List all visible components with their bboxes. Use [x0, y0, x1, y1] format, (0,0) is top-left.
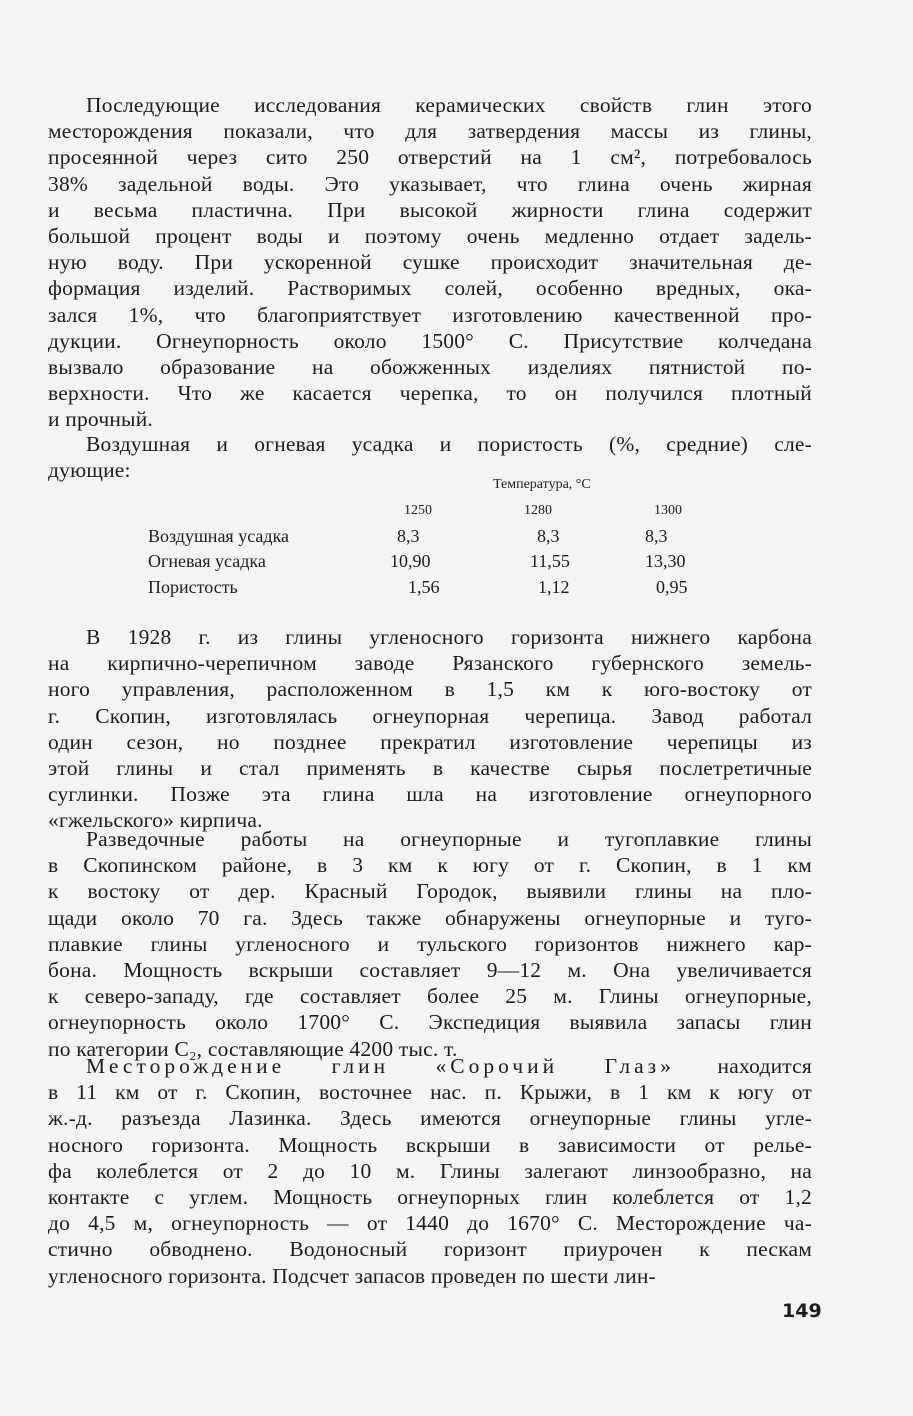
table-col-1280: 1280	[524, 503, 552, 518]
text-line: один сезон, но позднее прекратил изготовление черепицы из	[48, 729, 812, 754]
text-line: Последующие исследования керамических свойств глин этого	[86, 93, 812, 117]
text-line: по категории C₂, составляющие 4200 тыс. т.	[48, 1036, 458, 1061]
table-cell: 13,30	[645, 551, 686, 571]
text-line: верхности. Что же касается черепка, то он получился плотный	[48, 381, 812, 406]
table-col-1250: 1250	[404, 503, 432, 518]
text-line: этой глины и стал применять в качестве сырья послетретичные	[48, 756, 812, 781]
text-line: дукции. Огнеупорность около 1500° С. Присутствие колчедана	[48, 328, 812, 353]
text-line: бона. Мощность вскрыши составляет 9—12 м. Она увеличивается	[48, 958, 812, 983]
text-line: Разведочные работы на огнеупорные и тугоплавкие глины	[86, 827, 812, 851]
table-row-label: Огневая усадка	[148, 551, 266, 571]
text-line: вызвало образование на обожженных изделиях пятнистой по-	[48, 355, 812, 380]
text-line: большой процент воды и поэтому очень медленно отдает задель-	[48, 224, 812, 249]
text-line: просеянной через сито 250 отверстий на 1 см², потребовалось	[48, 145, 812, 170]
table-row-label: Воздушная усадка	[148, 526, 290, 546]
table-cell: 8,3	[397, 526, 420, 546]
text-line: Воздушная и огневая усадка и пористость (%, средние) сле-	[86, 432, 812, 456]
paragraph-4	[48, 826, 812, 1062]
text-line: контакте с углем. Мощность огнеупорных глин колеблется от 1,2	[48, 1185, 812, 1210]
text-line: дующие:	[48, 458, 131, 483]
text-line: на кирпично-черепичном заводе Рязанского губернского земель-	[48, 651, 812, 676]
table-cell: 1,12	[538, 577, 570, 597]
text-line: зался 1%, что благоприятствует изготовлению качественной про-	[48, 302, 812, 327]
text-line: 38% задельной воды. Это указывает, что глина очень жирная	[48, 171, 812, 196]
text-line: и прочный.	[48, 407, 153, 432]
text-line: месторождения показали, что для затвердения массы из глины,	[48, 119, 812, 144]
text-line: формация изделий. Растворимых солей, особенно вредных, ока-	[48, 276, 812, 301]
text-line: ж.-д. разъезда Лазинка. Здесь имеются огнеупорные глины угле-	[48, 1106, 812, 1131]
text-fragment: находится	[674, 1054, 812, 1078]
table-row-label: Пористость	[148, 577, 238, 597]
text-line: к востоку от дер. Красный Городок, выявили глины на пло-	[48, 879, 812, 904]
text-line: носного горизонта. Мощность вскрыши в зависимости от релье-	[48, 1132, 812, 1157]
text-line: плавкие глины угленосного и тульского горизонтов нижнего кар-	[48, 931, 812, 956]
paragraph-5	[48, 1053, 812, 1289]
table-cell: 10,90	[390, 551, 431, 571]
paragraph-2	[48, 431, 812, 483]
table-cell: 8,3	[537, 526, 560, 546]
text-line: щади около 70 га. Здесь также обнаружены огнеупорные и туго-	[48, 905, 812, 930]
text-line: в Скопинском районе, в 3 км к югу от г. Скопин, в 1 км	[48, 853, 812, 878]
text-line: фа колеблется от 2 до 10 м. Глины залегают линзообразно, на	[48, 1158, 812, 1183]
text-line: и весьма пластична. При высокой жирности глина содержит	[48, 197, 812, 222]
spaced-deposit-title: Месторождение глин «Сорочий Глаз»	[86, 1054, 675, 1078]
table-header-temperature: Температура, °С	[493, 477, 591, 492]
paragraph-3	[48, 624, 812, 834]
text-line	[48, 1053, 812, 1079]
table-col-1300: 1300	[654, 503, 682, 518]
text-line: «гжельского» кирпича.	[48, 808, 263, 833]
table-cell: 11,55	[530, 551, 570, 571]
text-line: стично обводнено. Водоносный горизонт приурочен к пескам	[48, 1237, 812, 1262]
text-line: г. Скопин, изготовлялась огнеупорная черепица. Завод работал	[48, 703, 812, 728]
page-number: 149	[782, 1300, 822, 1322]
text-line: ную воду. При ускоренной сушке происходит значительная де-	[48, 250, 812, 275]
text-line: в 11 км от г. Скопин, восточнее нас. п. Крыжи, в 1 км к югу от	[48, 1080, 812, 1105]
table-cell: 0,95	[656, 577, 688, 597]
text-line: ного управления, расположенном в 1,5 км к юго-востоку от	[48, 677, 812, 702]
text-line: угленосного горизонта. Подсчет запасов проведен по шести лин-	[48, 1263, 656, 1288]
table-cell: 1,56	[408, 577, 440, 597]
text-line: суглинки. Позже эта глина шла на изготовление огнеупорного	[48, 782, 812, 807]
text-line: до 4,5 м, огнеупорность — от 1440 до 1670° С. Месторождение ча-	[48, 1211, 812, 1236]
table-cell: 8,3	[645, 526, 668, 546]
text-line: к северо-западу, где составляет более 25 м. Глины огнеупорные,	[48, 984, 812, 1009]
paragraph-1	[48, 92, 812, 433]
text-line: огнеупорность около 1700° С. Экспедиция выявила запасы глин	[48, 1010, 812, 1035]
text-line: В 1928 г. из глины угленосного горизонта нижнего карбона	[86, 625, 812, 649]
